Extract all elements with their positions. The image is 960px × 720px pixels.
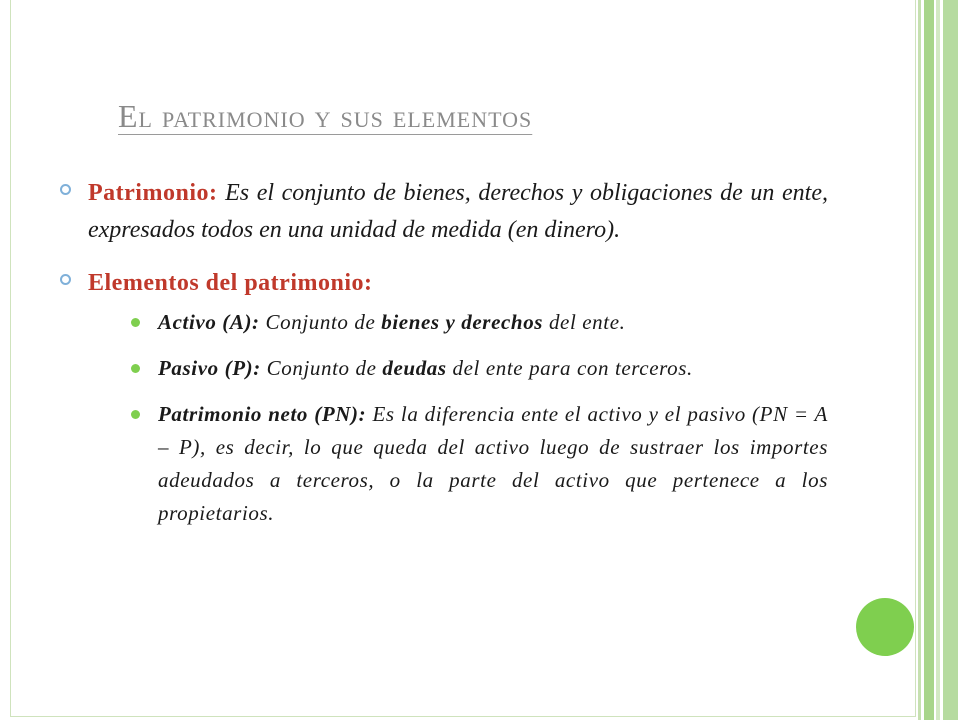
sub-bullet-patrimonio-neto	[88, 398, 828, 530]
dot-bullet-icon	[131, 410, 140, 419]
bullet-term: Elementos del patrimonio:	[88, 270, 373, 296]
sub-bullet-list	[88, 306, 828, 530]
sub-bullet-text-before: Conjunto de	[266, 356, 377, 380]
ring-bullet-icon	[60, 184, 71, 195]
stripe-4	[943, 0, 958, 720]
dot-bullet-icon	[131, 318, 140, 327]
stripe-1	[918, 0, 921, 720]
decorative-green-circle	[856, 598, 914, 656]
sub-bullet-text-before: Conjunto de	[265, 310, 376, 334]
sub-bullet-pasivo	[88, 352, 828, 385]
sub-bullet-emphasis: deudas	[382, 356, 447, 380]
bullet-patrimonio	[58, 175, 828, 249]
bullet-text	[88, 265, 828, 302]
sub-bullet-text	[158, 352, 828, 385]
sub-bullet-text-before: Es la diferencia ente el activo y el pasivo (PN = A – P), es decir, lo que queda del activo luego de sustraer los importes adeudados a terceros, o la parte del activo que pertenece a los propietarios.	[158, 402, 828, 525]
bullet-term: Patrimonio:	[88, 180, 218, 206]
sub-bullet-text	[158, 306, 828, 339]
stripe-2	[924, 0, 934, 720]
slide-title: El patrimonio y sus elementos	[118, 98, 533, 134]
sub-bullet-term: Patrimonio neto (PN):	[158, 402, 367, 426]
sub-bullet-text-after: del ente para con terceros.	[452, 356, 693, 380]
decorative-side-stripes	[916, 0, 960, 720]
sub-bullet-term: Activo (A):	[158, 310, 260, 334]
bullet-text	[88, 175, 828, 249]
bullet-definition: Es el conjunto de bienes, derechos y obligaciones de un ente, expresados todos en una unidad de medida (en dinero).	[88, 180, 829, 243]
stripe-3	[936, 0, 940, 720]
ring-bullet-icon	[60, 274, 71, 285]
sub-bullet-text-after: del ente.	[548, 310, 626, 334]
sub-bullet-text	[158, 398, 828, 530]
slide-content	[58, 175, 828, 546]
sub-bullet-emphasis: bienes y derechos	[381, 310, 544, 334]
sub-bullet-term: Pasivo (P):	[158, 356, 261, 380]
bullet-elementos	[58, 265, 828, 530]
sub-bullet-activo	[88, 306, 828, 339]
dot-bullet-icon	[131, 364, 140, 373]
